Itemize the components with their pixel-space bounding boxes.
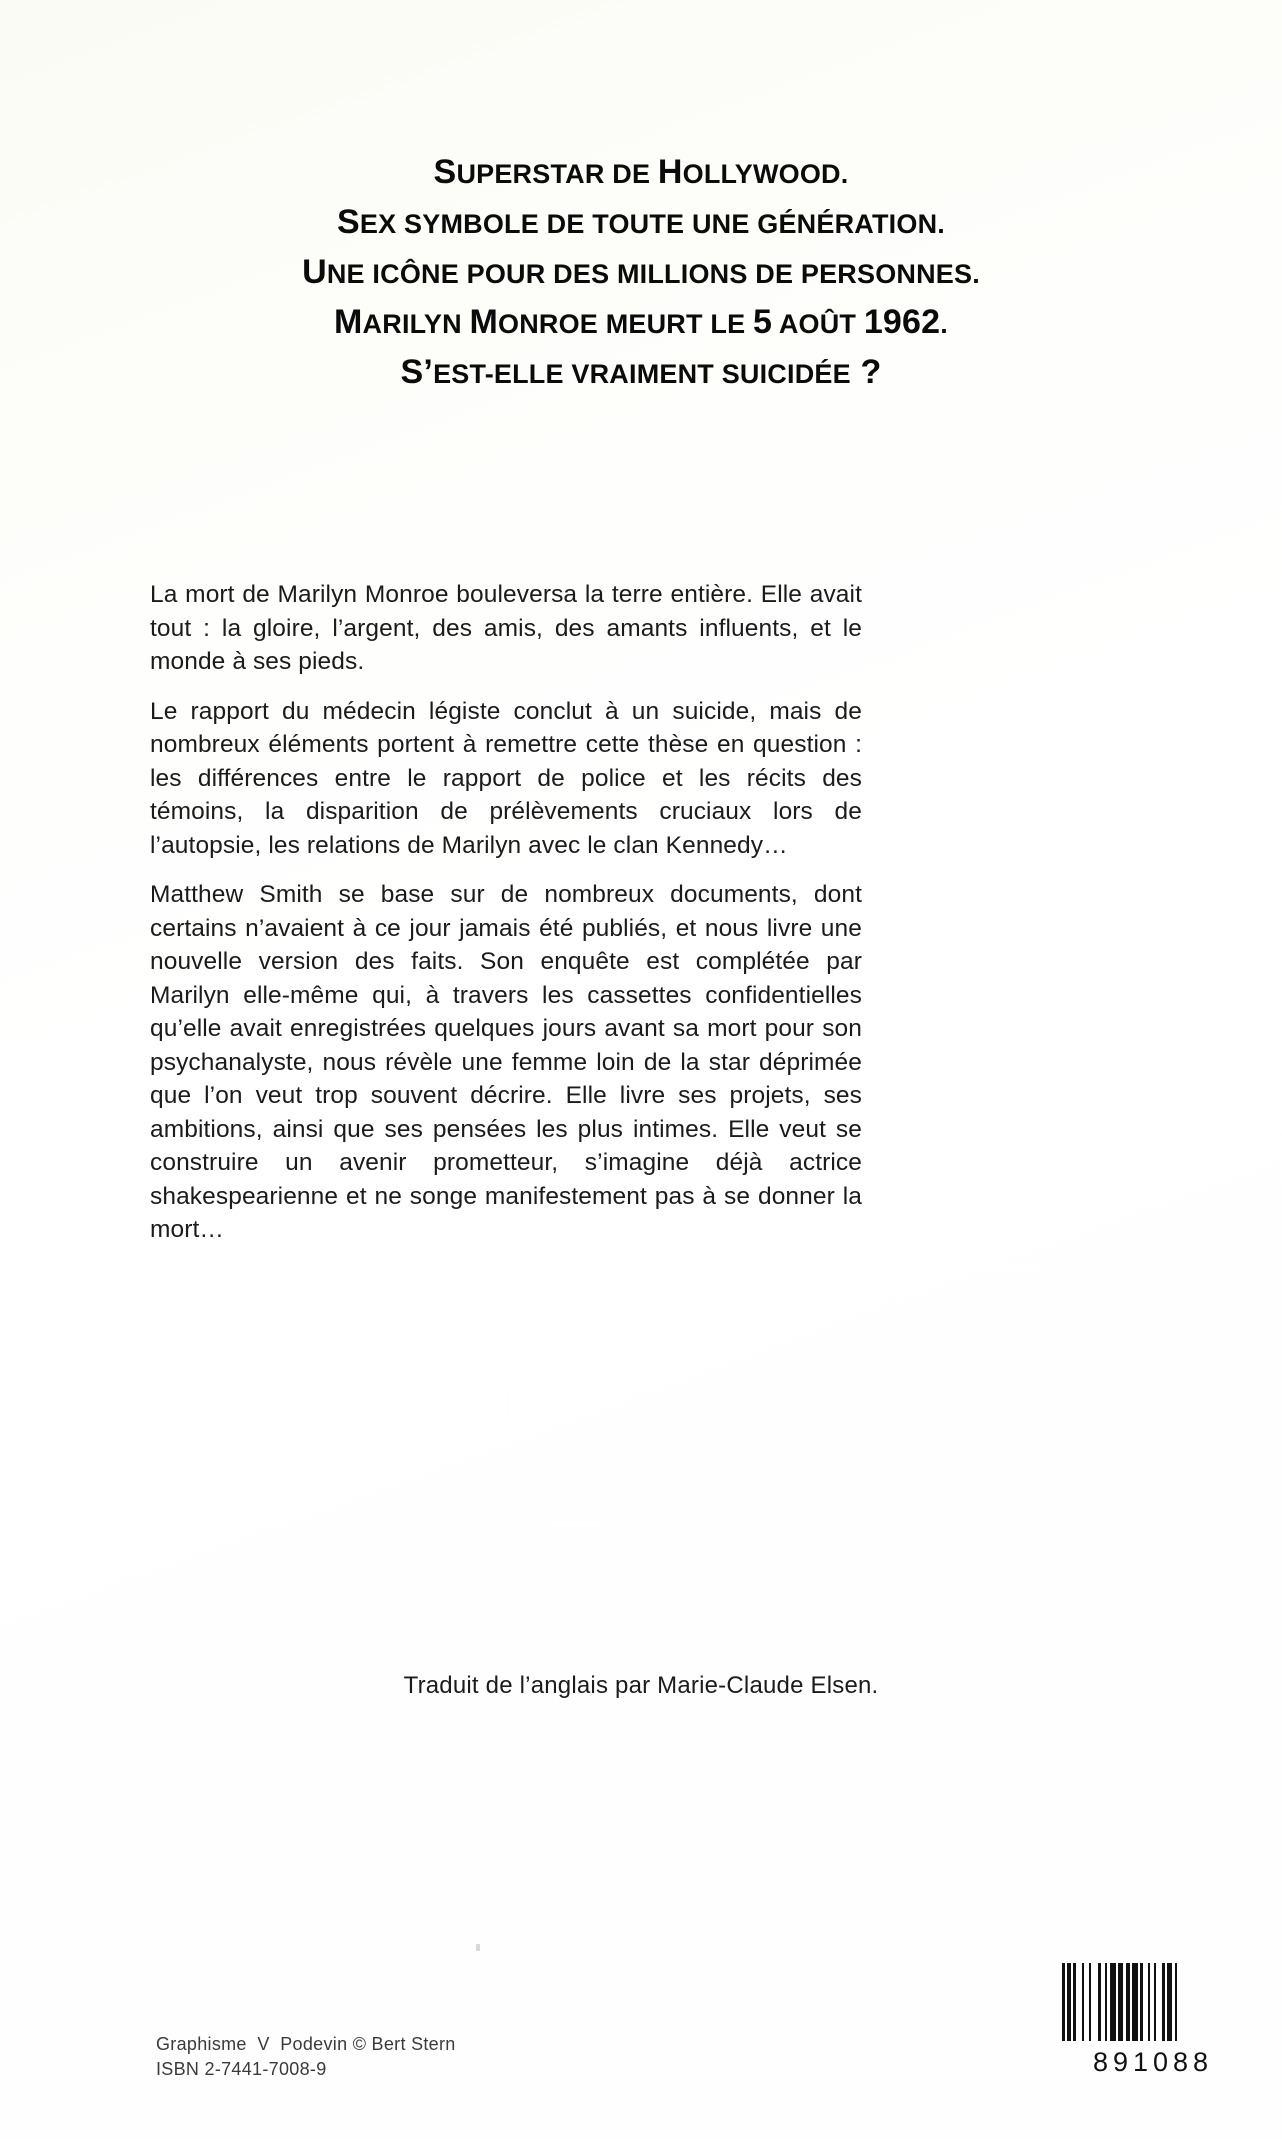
headline-line-2 [0, 205, 1282, 239]
headline-segment: 5 [753, 303, 773, 341]
headline-line-5 [0, 355, 1282, 389]
graphisme-credit: Graphisme V Podevin © Bert Stern [156, 2034, 456, 2054]
headline-segment: . [940, 309, 948, 339]
translator-credit: Traduit de l’anglais par Marie-Claude Elsen. [403, 1672, 879, 1699]
barcode-gap [1177, 1963, 1181, 2041]
headline-segment: AOÛT [772, 309, 864, 339]
headline-segment: OLLYWOOD. [682, 159, 849, 189]
headline-segment: ARILYN [362, 309, 470, 339]
headline-block [0, 155, 1282, 405]
headline-segment: EX SYMBOLE DE TOUTE UNE GÉNÉRATION. [359, 209, 945, 239]
blurb-paragraph: Le rapport du médecin légiste conclut à un suicide, mais de nombreux éléments portent à remettre cette thèse en question : les différences entre le rapport de police et les récits des témoins, la disparition de prélèvements cruciaux lors de l’autopsie, les relations de Marilyn avec le clan Kennedy… [150, 697, 862, 859]
headline-segment: UPERSTAR [456, 159, 613, 189]
headline-segment: S [433, 153, 457, 191]
headline-segment: EST-ELLE VRAIMENT SUICIDÉE [433, 359, 851, 389]
barcode-number: 891088 [1092, 2047, 1214, 2077]
headline-segment: U [302, 253, 327, 291]
headline-segment: M [469, 303, 498, 341]
headline-line-1 [0, 155, 1282, 189]
headline-line-3 [0, 255, 1282, 289]
headline-segment: NE ICÔNE POUR DES MILLIONS DE PERSONNES. [326, 259, 980, 289]
footer-credits [156, 2032, 456, 2082]
blurb-paragraph: La mort de Marilyn Monroe bouleversa la terre entière. Elle avait tout : la gloire, l’argent, des amis, des amants influents, et le monde à ses pieds. [150, 581, 862, 675]
scan-speck [476, 1944, 480, 1951]
isbn-text: ISBN 2-7441-7008-9 [156, 2059, 327, 2079]
headline-segment: ’ [423, 353, 434, 391]
headline-segment: 1962 [863, 303, 941, 341]
headline-segment: H [657, 153, 683, 191]
blurb-paragraph: Matthew Smith se base sur de nombreux documents, dont certains n’avaient à ce jour jamais été publiés, et nous livre une nouvelle version des faits. Son enquête est complétée par Marilyn elle-même qui, à travers les cassettes confidentielles qu’elle avait enregistrées quelques jours avant sa mort pour son psychanalyste, nous révèle une femme loin de la star déprimée que l’on veut trop souvent décrire. Elle livre ses projets, ses ambitions, ainsi que ses pensées les plus intimes. Elle veut se construire un avenir prometteur, s’imagine déjà actrice shakespearienne et ne songe manifestement pas à se donner la mort… [150, 881, 862, 1243]
headline-segment: M [334, 303, 363, 341]
headline-segment: S [337, 203, 360, 241]
headline-segment: ? [850, 353, 882, 391]
barcode-bars [1062, 1963, 1240, 2041]
blurb-body [150, 578, 862, 1247]
headline-segment: ONROE MEURT LE [498, 309, 754, 339]
headline-segment: S [400, 353, 424, 391]
barcode-gap [1091, 1963, 1098, 2041]
barcode [1062, 1963, 1240, 2078]
headline-segment: DE [612, 159, 658, 189]
headline-line-4 [0, 305, 1282, 339]
